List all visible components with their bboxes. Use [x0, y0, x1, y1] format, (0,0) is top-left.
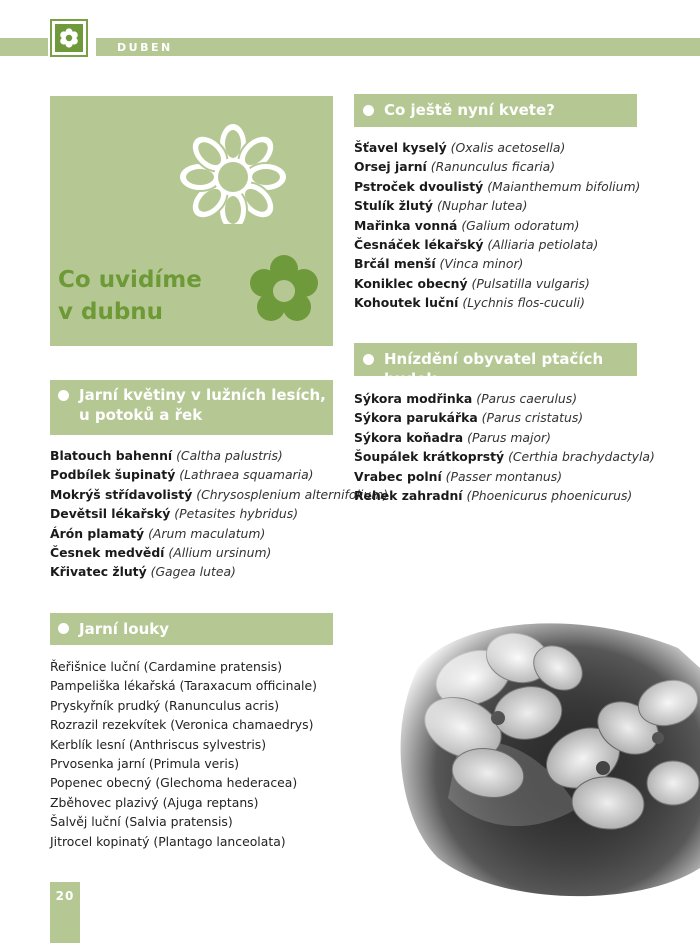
- list-item: Česnáček lékařský (Alliaria petiolata): [354, 236, 599, 252]
- list-item: Brčál menší (Vinca minor): [354, 256, 524, 272]
- large-flower-icon: [163, 114, 303, 224]
- page-number: 20: [55, 889, 75, 903]
- bullet-icon: [363, 354, 374, 365]
- list-item: Mokrýš střídavolistý (Chrysosplenium alternifolium): [50, 486, 389, 502]
- list-item: Česnek medvědí (Allium ursinum): [50, 544, 272, 560]
- list-item: Devětsil lékařský (Petasites hybridus): [50, 506, 299, 522]
- list-item: Pstroček dvoulistý (Maianthemum bifolium): [354, 178, 641, 194]
- list-item: Šťavel kyselý (Oxalis acetosella): [354, 140, 566, 155]
- list-item: Mařinka vonná (Galium odoratum): [354, 217, 580, 233]
- list-item: Rozrazil rezekvítek (Veronica chamaedrys): [50, 717, 314, 733]
- section-heading-birds: [354, 343, 637, 388]
- list-item: Sýkora modřinka (Parus caerulus): [354, 391, 578, 406]
- list-item: Křivatec žlutý (Gagea lutea): [50, 564, 236, 580]
- section-heading-text: Jarní květiny v lužních lesích, u potoků a řek: [79, 386, 326, 424]
- list-item: Stulík žlutý (Nuphar lutea): [354, 198, 528, 214]
- list-item: Zběhovec plazivý (Ajuga reptans): [50, 794, 259, 810]
- list-item: Jitrocel kopinatý (Plantago lanceolata): [50, 833, 286, 849]
- hero-box: [50, 96, 333, 346]
- list-item: Orsej jarní (Ranunculus ficaria): [354, 159, 556, 175]
- birds-list: [354, 389, 655, 505]
- header-bar-left: [0, 38, 48, 56]
- bullet-icon: [58, 390, 69, 401]
- bullet-icon: [58, 623, 69, 634]
- section-heading-lowland: [50, 380, 333, 435]
- month-label: DUBEN: [117, 41, 173, 54]
- list-item: Šoupálek krátkoprstý (Certhia brachydactyla): [354, 449, 655, 465]
- meadows-list: [50, 657, 317, 851]
- list-item: Popenec obecný (Glechoma hederacea): [50, 775, 298, 791]
- lowland-list: [50, 446, 388, 582]
- section-heading-text: Hnízdění obyvatel ptačích budek: [384, 350, 604, 388]
- section-heading-blooming: [354, 94, 637, 127]
- list-item: Sýkora parukářka (Parus cristatus): [354, 410, 584, 426]
- section-heading-text: Co ještě nyní kvete?: [384, 101, 555, 119]
- section-heading-text: Jarní louky: [79, 620, 170, 638]
- blossom-photo: [378, 608, 700, 906]
- list-item: Řeřišnice luční (Cardamine pratensis): [50, 659, 283, 674]
- list-item: Kohoutek luční (Lychnis flos-cuculi): [354, 295, 585, 311]
- list-item: Šalvěj luční (Salvia pratensis): [50, 814, 233, 830]
- list-item: Kerblík lesní (Anthriscus sylvestris): [50, 736, 267, 752]
- flower-icon: [57, 26, 81, 50]
- list-item: Vrabec polní (Passer montanus): [354, 468, 563, 484]
- blooming-list: [354, 138, 640, 313]
- list-item: Pryskyřník prudký (Ranunculus acris): [50, 697, 280, 713]
- list-item: Koniklec obecný (Pulsatilla vulgaris): [354, 275, 590, 291]
- list-item: Prvosenka jarní (Primula veris): [50, 755, 240, 771]
- list-item: Árón plamatý (Arum maculatum): [50, 525, 266, 541]
- list-item: Blatouch bahenní (Caltha palustris): [50, 448, 283, 463]
- list-item: Podbílek šupinatý (Lathraea squamaria): [50, 467, 314, 483]
- section-heading-meadows: [50, 613, 333, 645]
- list-item: Pampeliška lékařská (Taraxacum officinale): [50, 678, 317, 694]
- header-bar: [96, 38, 700, 56]
- hero-title: Co uvidíme v dubnu: [58, 267, 202, 325]
- header-logo: [50, 19, 88, 57]
- list-item: Sýkora koňadra (Parus major): [354, 429, 551, 445]
- bullet-icon: [363, 105, 374, 116]
- list-item: Rehek zahradní (Phoenicurus phoenicurus): [354, 487, 633, 503]
